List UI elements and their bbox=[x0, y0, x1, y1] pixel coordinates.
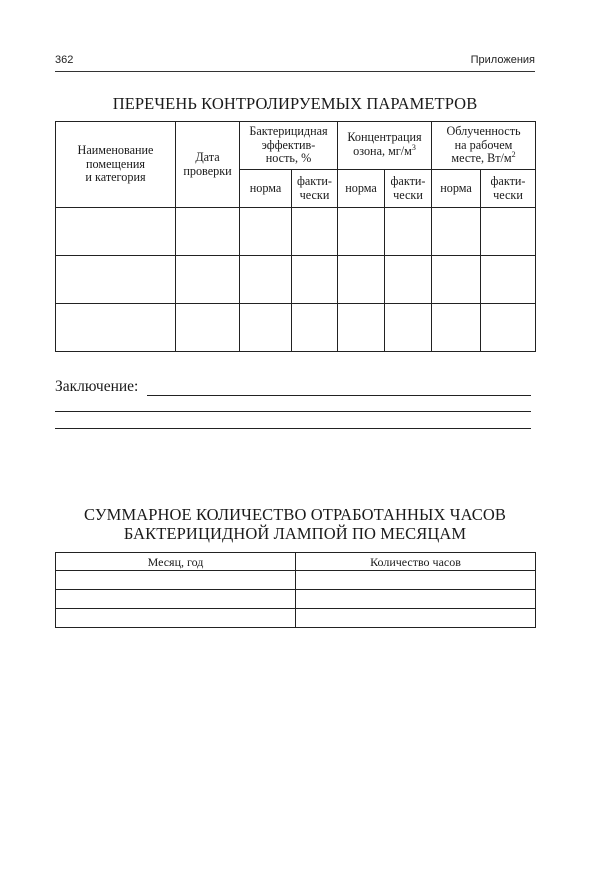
table-row bbox=[56, 256, 536, 304]
conclusion-label: Заключение: bbox=[55, 378, 139, 395]
hours-title-line1: СУММАРНОЕ КОЛИЧЕСТВО ОТРАБОТАННЫХ ЧАСОВ bbox=[84, 505, 506, 524]
hours-table bbox=[55, 552, 536, 628]
hours-title-line2: БАКТЕРИЦИДНОЙ ЛАМПОЙ ПО МЕСЯЦАМ bbox=[123, 524, 467, 543]
page-number: 362 bbox=[55, 54, 74, 66]
table-row bbox=[56, 304, 536, 352]
conclusion-line-2[interactable] bbox=[55, 411, 531, 412]
sub-actual: факти- чески bbox=[385, 170, 432, 208]
sub-actual: факти- чески bbox=[292, 170, 338, 208]
sub-norm: норма bbox=[240, 170, 292, 208]
col-date-header: Дата проверки bbox=[176, 122, 240, 208]
conclusion-line-1[interactable] bbox=[147, 395, 531, 396]
table-row bbox=[56, 571, 536, 590]
sub-norm: норма bbox=[432, 170, 481, 208]
col-month-header: Месяц, год bbox=[56, 553, 296, 571]
section-title: Приложения bbox=[470, 54, 535, 66]
col-name-header: Наименование помещения и категория bbox=[56, 122, 176, 208]
table-row bbox=[56, 208, 536, 256]
sub-actual: факти- чески bbox=[481, 170, 536, 208]
col-ozone-header: Концентрация озона, $мг/м^3$ bbox=[338, 122, 432, 170]
table-row bbox=[56, 609, 536, 628]
sub-norm: норма bbox=[338, 170, 385, 208]
col-irr-header: Облученность на рабочем месте, $Вт/м^2$ bbox=[432, 122, 536, 170]
header-rule bbox=[55, 71, 535, 72]
conclusion-line-3[interactable] bbox=[55, 428, 531, 429]
col-hours-header: Количество часов bbox=[296, 553, 536, 571]
params-title: ПЕРЕЧЕНЬ КОНТРОЛИРУЕМЫХ ПАРАМЕТРОВ bbox=[112, 94, 478, 113]
params-table bbox=[55, 121, 536, 352]
table-row bbox=[56, 590, 536, 609]
col-bact-header: Бактерицидная эффектив- ность, % bbox=[240, 122, 338, 170]
